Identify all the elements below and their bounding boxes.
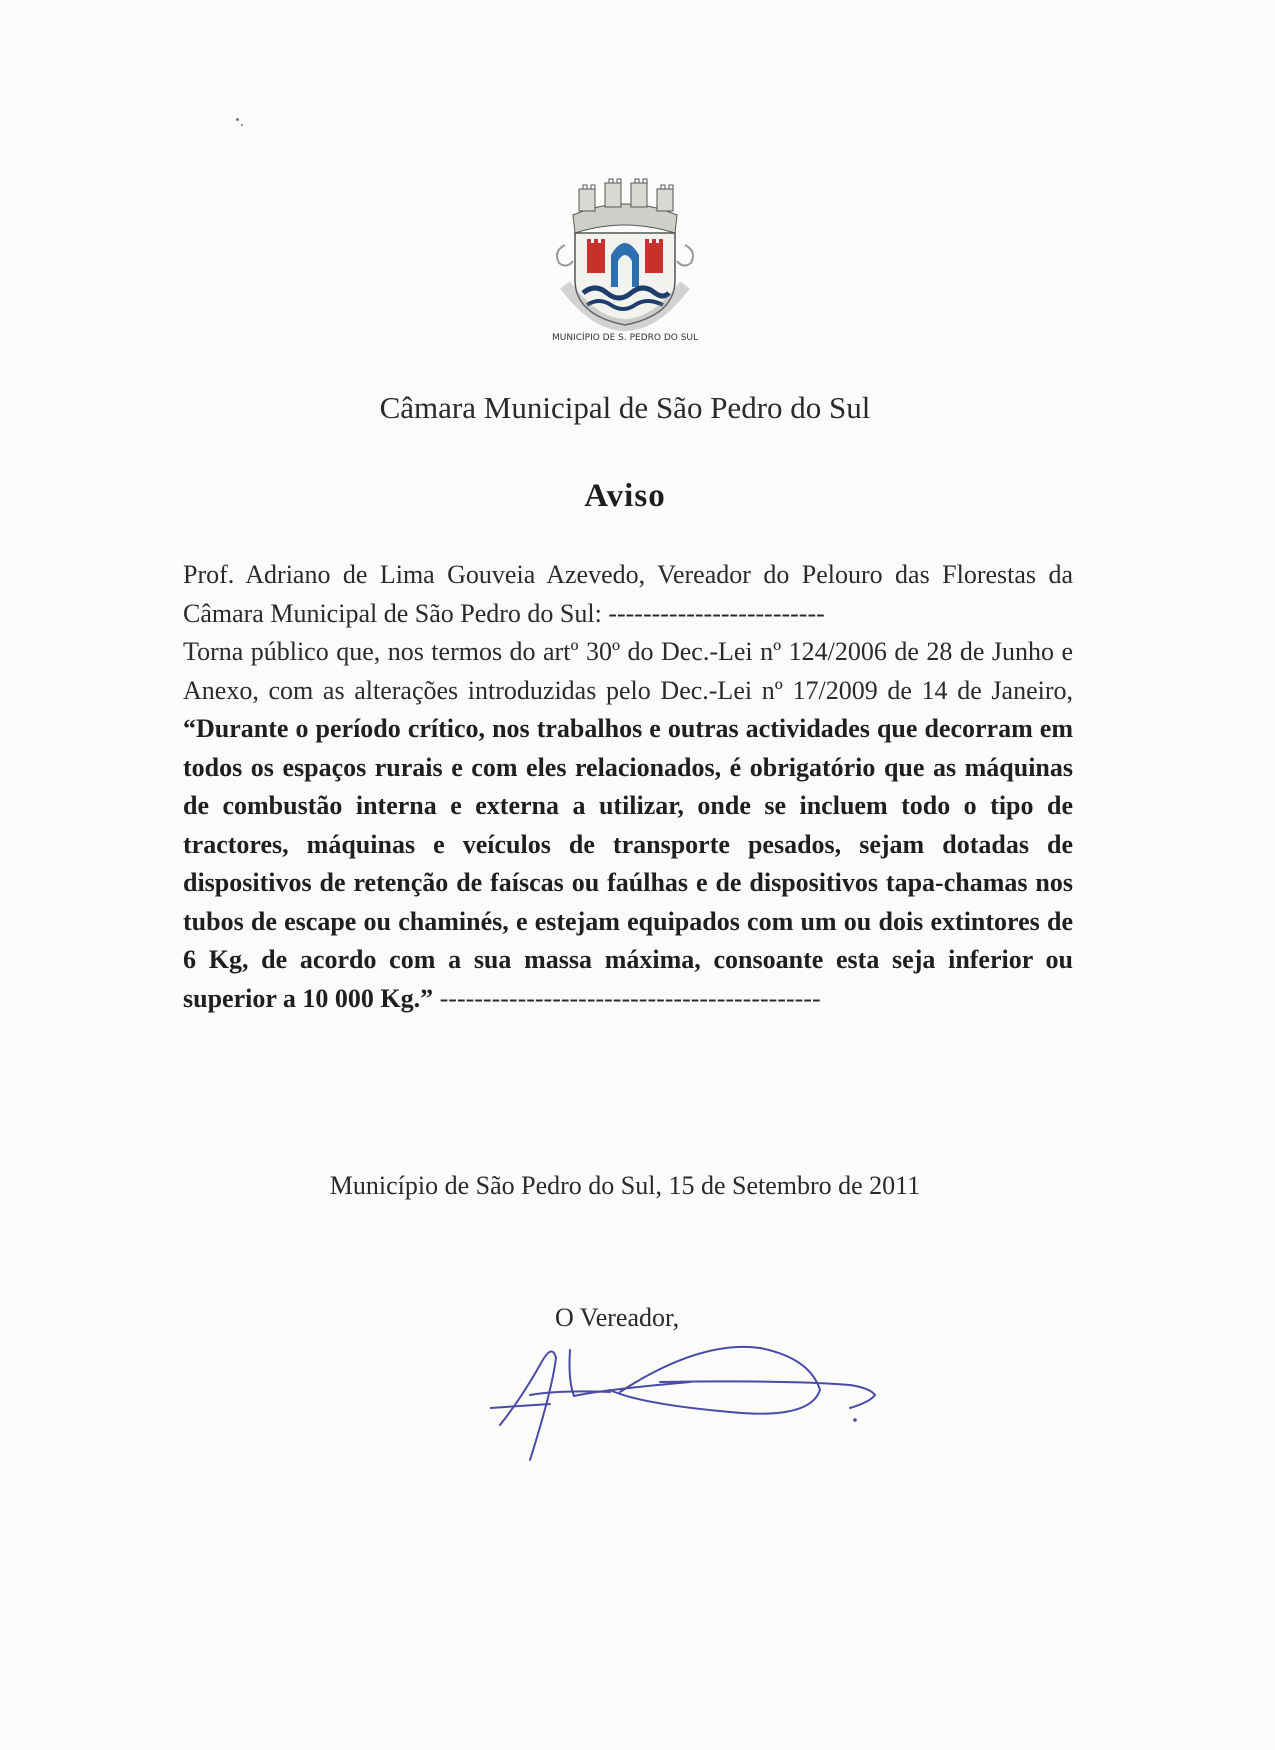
municipal-coat-of-arms-icon: [535, 175, 715, 345]
page-title: Aviso: [584, 478, 666, 514]
quoted-regulation: “Durante o período crítico, nos trabalhos e outras actividades que decorram em todos os espaços rurais e com eles relacionados, é obrigatório que as máquinas de combustão interna e externa a utilizar, onde se incluem todo o tipo de tractores, máquinas e veículos de transporte pesados, sejam dotadas de dispositivos de retenção de faíscas ou faúlhas e de dispositivos tapa-chamas nos tubos de escape ou chaminés, e estejam equipados com um ou dois extintores de 6 Kg, de acordo com a sua massa máxima, consoante esta seja inferior ou superior a 10 000 Kg.”: [183, 714, 1073, 1013]
date-line: Município de São Pedro do Sul, 15 de Setembro de 2011: [329, 1171, 921, 1200]
trailing-dashes: --------------------------------------------: [433, 983, 821, 1013]
municipality-name: Câmara Municipal de São Pedro do Sul: [379, 390, 871, 425]
handwritten-signature-icon: [490, 1320, 990, 1470]
notice-body: [183, 556, 1073, 1018]
signer-label: O Vereador,: [555, 1303, 680, 1332]
scan-speck: [236, 118, 239, 121]
paragraph-announcement: Torna público que, nos termos do artº 30º do Dec.-Lei nº 124/2006 de 28 de Junho e Anexo, com as alterações introduzidas pelo Dec.-Lei nº 17/2009 de 14 de Janeiro,: [183, 637, 1073, 705]
paragraph-intro: Prof. Adriano de Lima Gouveia Azevedo, Vereador do Pelouro das Florestas da Câmara Municipal de São Pedro do Sul: -------------------------: [183, 560, 1073, 628]
crest-ribbon-text: MUNICÍPIO DE S. PEDRO DO SUL: [551, 333, 699, 343]
scan-speck: [241, 124, 243, 126]
